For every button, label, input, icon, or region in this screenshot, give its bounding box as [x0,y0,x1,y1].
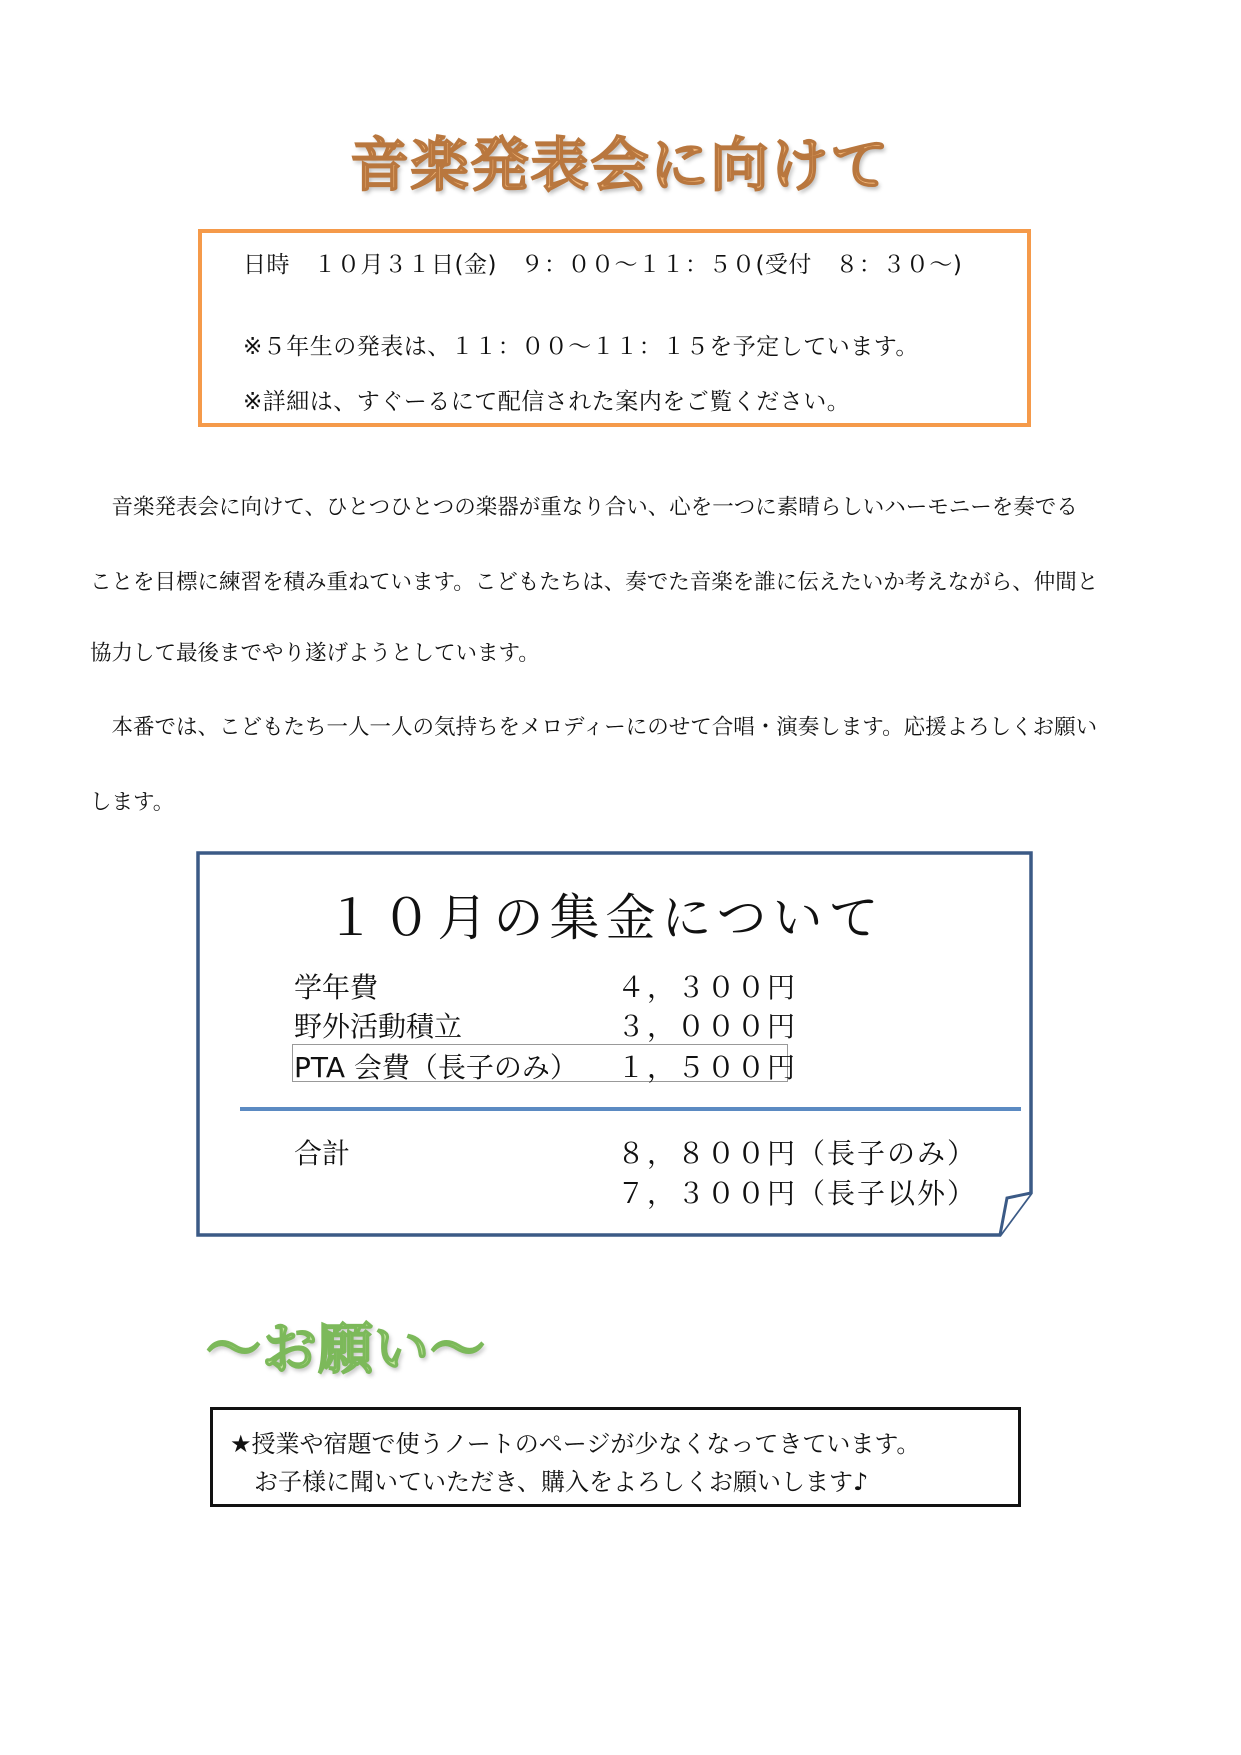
paragraph-1-line-2: ことを目標に練習を積み重ねています。こどもたちは、奏でた音楽を誰に伝えたいか考えながら、仲間と [90,570,1099,595]
fee-amount-outdoor: ３，０００円 [617,1010,798,1043]
paragraph-1-line-3: 協力して最後までやり遂げようとしています。 [90,641,540,666]
paragraph-2-line-2: します。 [90,790,175,815]
event-datetime: 日時 １０月３１日(金) ９：００～１１：５０(受付 ８：３０～) [243,252,963,278]
fee-divider [240,1107,1021,1111]
fee-total-label: 合計 [294,1137,351,1170]
fee-heading: １０月の集金について [325,889,885,947]
fee-total-eldest: ８，８００円（長子のみ） [617,1137,978,1170]
fee-label-outdoor: 野外活動積立 [294,1010,463,1043]
request-heading: ～お願い～ [206,1317,487,1381]
paragraph-1-line-1: 音楽発表会に向けて、ひとつひとつの楽器が重なり合い、心を一つに素晴らしいハーモニーを奏でる [90,495,1078,520]
request-line-1: ★授業や宿題で使うノートのページが少なくなってきています。 [230,1430,921,1458]
event-note-details: ※詳細は、すぐーるにて配信された案内をご覧ください。 [243,389,851,415]
fee-amount-pta: １，５００円 [617,1051,798,1084]
paragraph-2-line-1: 本番では、こどもたち一人一人の気持ちをメロディーにのせて合唱・演奏します。応援よろしくお願い [90,715,1098,740]
request-line-2: お子様に聞いていただき、購入をよろしくお願いします♪ [230,1468,869,1496]
fee-label-grade: 学年費 [294,971,379,1004]
fee-amount-grade: ４，３００円 [617,971,798,1004]
event-note-grade5: ※５年生の発表は、１１：００～１１：１５を予定しています。 [243,334,919,360]
fee-label-pta: PTA 会費（長子のみ） [294,1051,578,1084]
page-title: 音楽発表会に向けて [350,131,891,199]
fee-total-other: ７，３００円（長子以外） [617,1177,978,1210]
